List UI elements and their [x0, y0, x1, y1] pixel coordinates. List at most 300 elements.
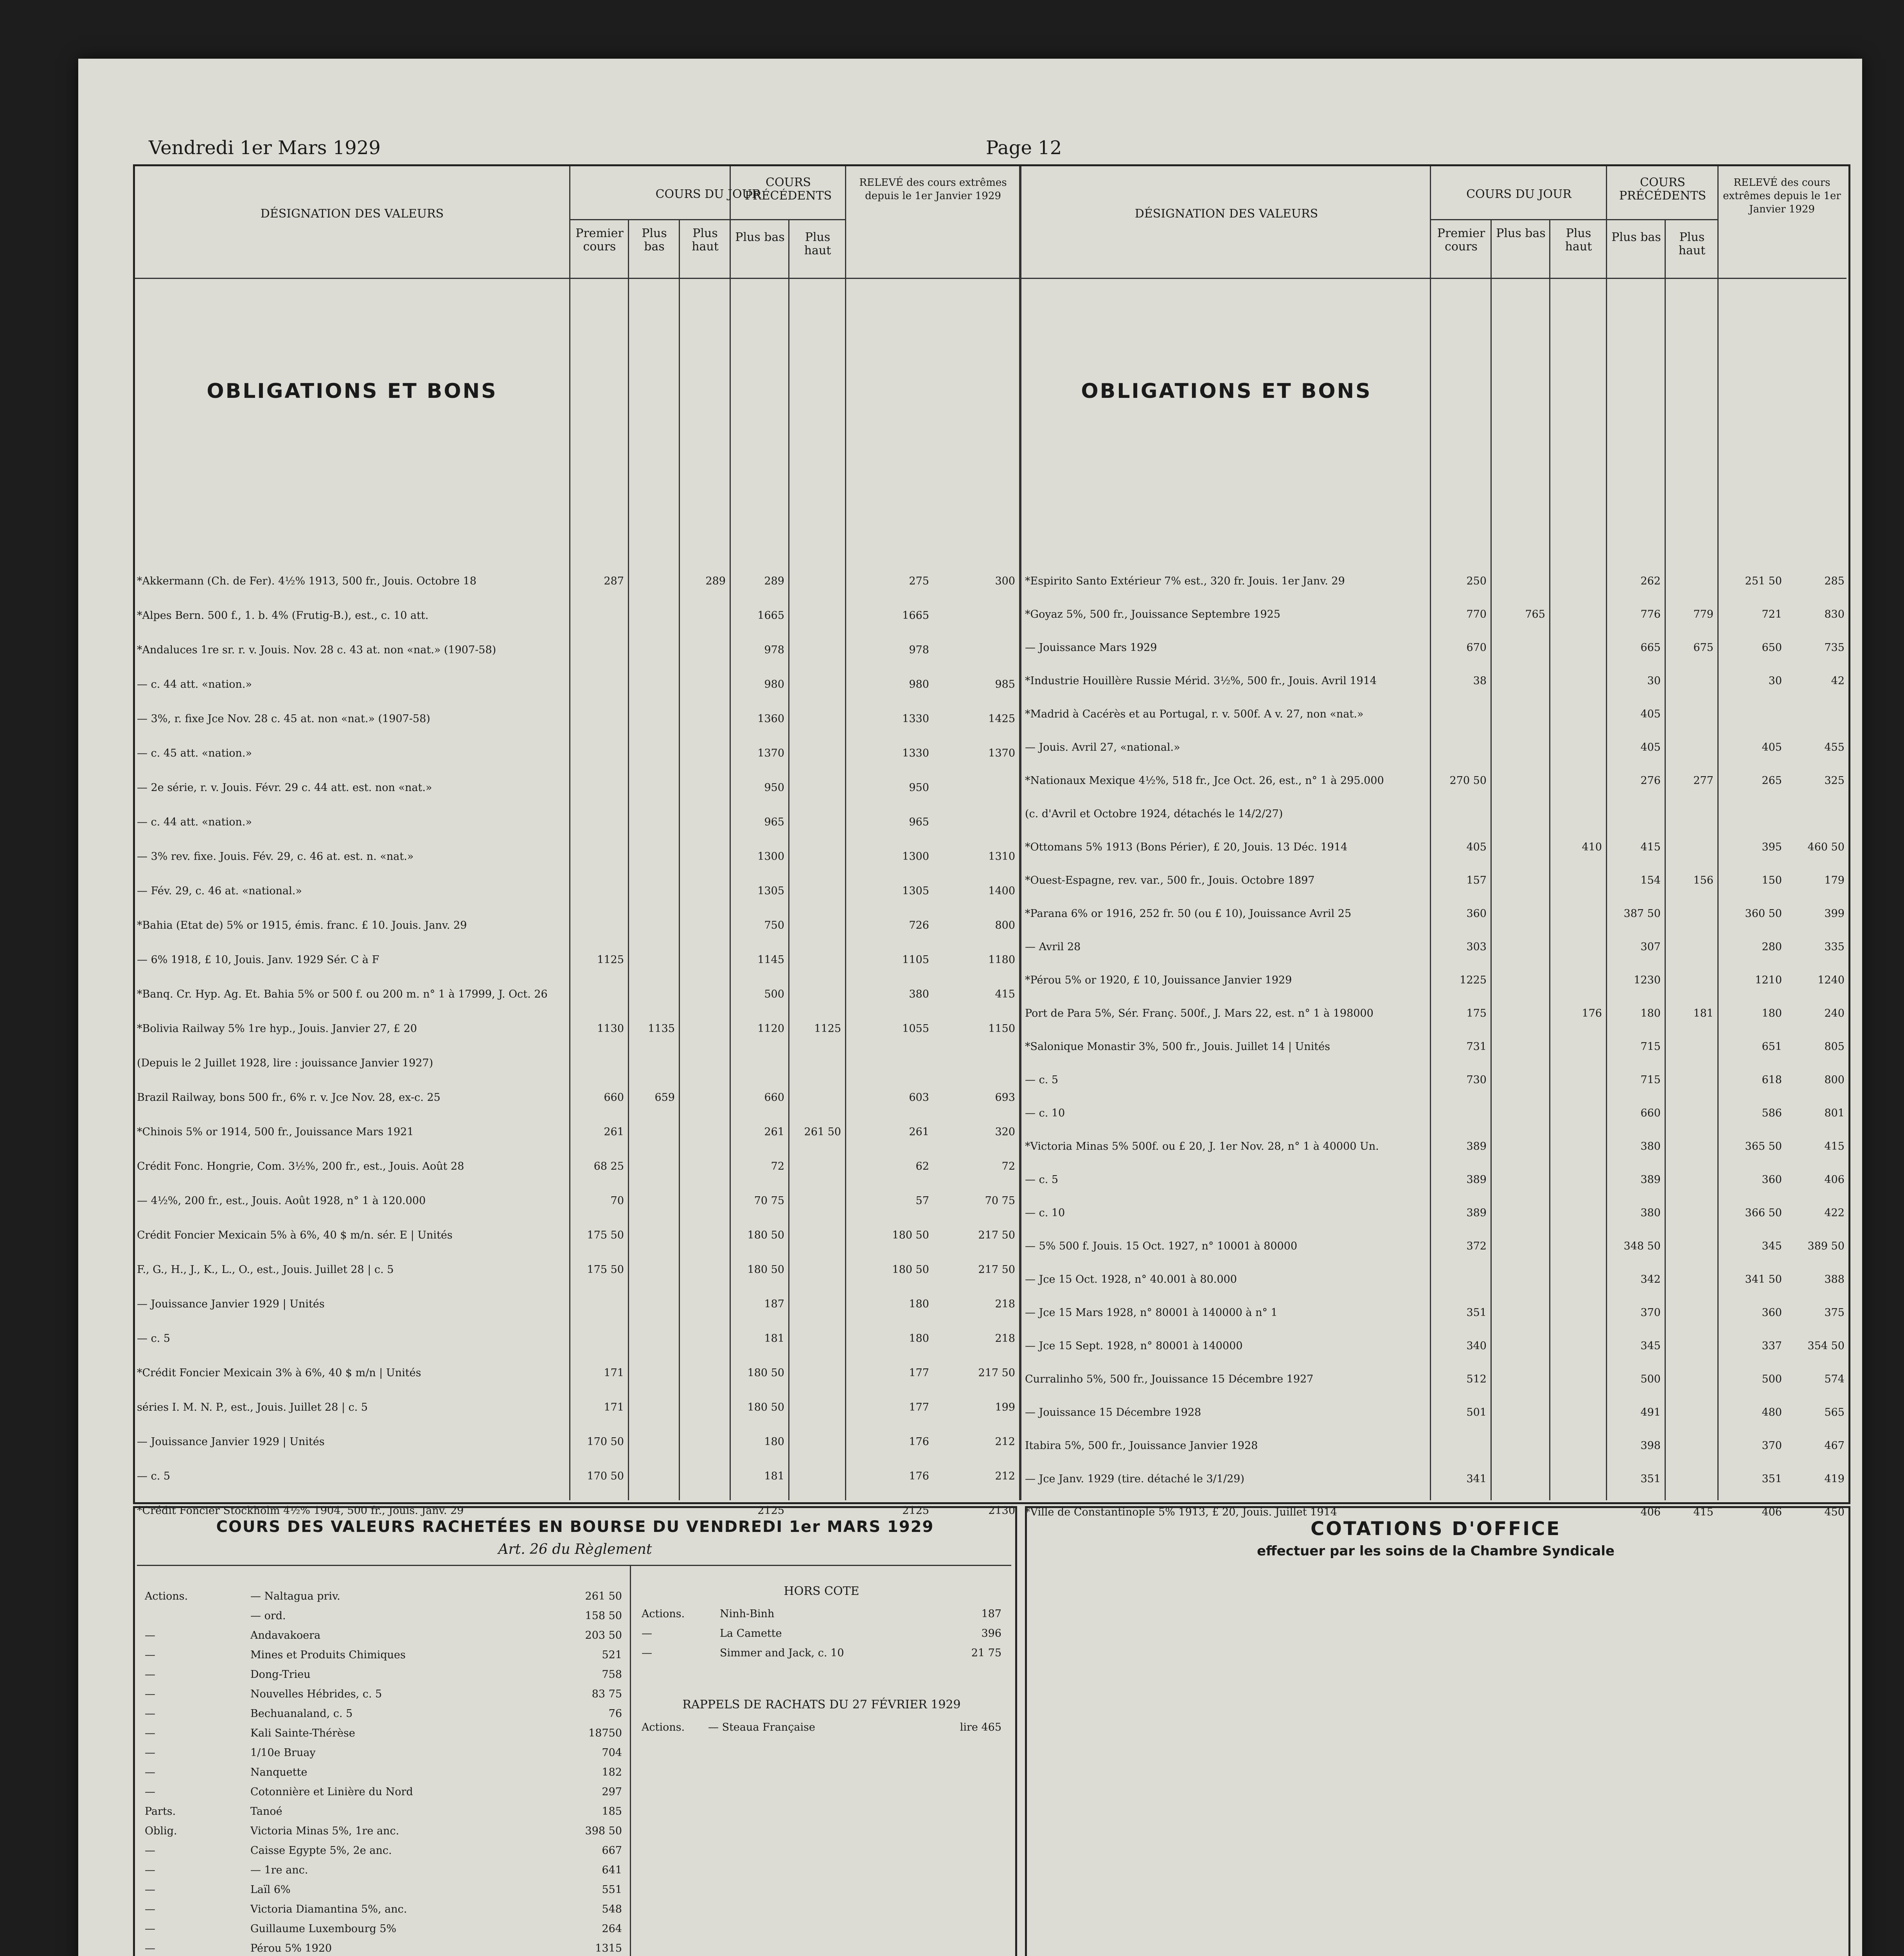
section-title-left: OBLIGATIONS ET BONS — [207, 379, 498, 403]
bond-value: 2125 — [757, 1505, 784, 1517]
bond-value: 415 — [1824, 1140, 1845, 1152]
bond-name: — Jouissance Janvier 1929 | Unités — [137, 1298, 325, 1310]
rachete-name: Guillaume Luxembourg 5% — [250, 1923, 397, 1935]
bond-name: Brazil Railway, bons 500 fr., 6% r. v. Jce Nov. 28, ex-c. 25 — [137, 1091, 440, 1104]
rachete-value: 1315 — [595, 1942, 622, 1954]
col-plus-haut-left: Plus haut — [692, 227, 719, 253]
bond-value: 360 50 — [1745, 908, 1782, 920]
rachete-name: Nouvelles Hébrides, c. 5 — [250, 1688, 382, 1700]
bond-value: 62 — [915, 1160, 929, 1172]
bond-name: *Victoria Minas 5% 500f. ou £ 20, J. 1er Nov. 28, n° 1 à 40000 Un. — [1025, 1140, 1379, 1152]
bond-name: F., G., H., J., K., L., O., est., Jouis. Juillet 28 | c. 5 — [137, 1264, 394, 1276]
col-prec-bas-right: Plus bas — [1611, 230, 1661, 244]
bond-value: 217 50 — [978, 1367, 1015, 1379]
bond-value: 406 — [1824, 1174, 1845, 1186]
bond-value: 370 — [1640, 1307, 1661, 1319]
bond-value: 179 — [1824, 874, 1845, 886]
rachete-name: Mines et Produits Chimiques — [250, 1649, 406, 1661]
bond-name: *Bolivia Railway 5% 1re hyp., Jouis. Janvier 27, £ 20 — [137, 1023, 417, 1035]
bond-value: 250 — [1466, 575, 1487, 587]
rachete-cat: — — [145, 1708, 155, 1720]
bond-value: 1130 — [597, 1023, 624, 1035]
bond-value: 419 — [1824, 1473, 1845, 1485]
bond-value: 341 — [1466, 1473, 1487, 1485]
bond-value: 372 — [1466, 1240, 1487, 1252]
bond-name: — 2e série, r. v. Jouis. Févr. 29 c. 44 att. est. non «nat.» — [137, 782, 432, 794]
bond-value: 1055 — [902, 1023, 929, 1035]
bond-value: 405 — [1466, 841, 1487, 853]
bond-name: *Crédit Foncier Mexicain 3% à 6%, 40 $ m/n | Unités — [137, 1367, 421, 1379]
bond-value: 360 — [1466, 908, 1487, 920]
col-cours-jour-right: COURS DU JOUR — [1466, 187, 1571, 201]
header-page: Page 12 — [986, 137, 1062, 159]
bond-value: 366 50 — [1745, 1207, 1782, 1219]
bond-value: 265 — [1762, 775, 1782, 787]
bond-value: 410 — [1582, 841, 1602, 853]
bond-value: 693 — [995, 1091, 1015, 1104]
bond-value: 389 — [1466, 1140, 1487, 1152]
hors-cote-title: HORS COTE — [784, 1584, 859, 1598]
bond-value: 660 — [764, 1091, 784, 1104]
bond-name: — Fév. 29, c. 46 at. «national.» — [137, 885, 302, 897]
bond-value: 303 — [1466, 941, 1487, 953]
col-cours-prec-left: COURS PRÉCÉDENTS — [744, 176, 832, 203]
bond-value: 1330 — [902, 713, 929, 725]
bond-value: 287 — [604, 575, 624, 587]
bond-value: 218 — [995, 1298, 1015, 1310]
bond-value: 217 50 — [978, 1229, 1015, 1241]
bond-value: 965 — [909, 816, 929, 828]
bond-value: 500 — [1762, 1373, 1782, 1385]
bond-value: 500 — [764, 988, 784, 1000]
rachete-value: 261 50 — [585, 1590, 622, 1602]
hors-cote-name: Simmer and Jack, c. 10 — [720, 1647, 844, 1659]
rachete-cat: — — [145, 1786, 155, 1798]
rachete-value: 203 50 — [585, 1629, 622, 1641]
bond-value: 1330 — [902, 747, 929, 759]
bond-value: 650 — [1762, 642, 1782, 654]
bond-value: 1360 — [757, 713, 784, 725]
bond-value: 980 — [909, 678, 929, 690]
bond-name: *Parana 6% or 1916, 252 fr. 50 (ou £ 10), Jouissance Avril 25 — [1025, 908, 1352, 920]
bond-value: 665 — [1640, 642, 1661, 654]
bond-value: 180 50 — [747, 1264, 784, 1276]
bond-name: — c. 44 att. «nation.» — [137, 678, 252, 690]
bond-value: 1210 — [1755, 974, 1782, 986]
rachete-cat: — — [145, 1668, 155, 1681]
bond-value: 337 — [1762, 1340, 1782, 1352]
bond-value: 375 — [1824, 1307, 1845, 1319]
bond-value: 351 — [1466, 1307, 1487, 1319]
bond-value: 1665 — [902, 609, 929, 622]
rachete-cat: — — [145, 1864, 155, 1876]
rachete-name: — 1re anc. — [250, 1864, 308, 1876]
bond-name: — c. 5 — [1025, 1174, 1059, 1186]
bond-value: 721 — [1762, 608, 1782, 620]
bond-value: 340 — [1466, 1340, 1487, 1352]
bond-value: 675 — [1693, 642, 1713, 654]
rachete-cat: — — [145, 1884, 155, 1896]
bond-value: 715 — [1640, 1074, 1661, 1086]
bond-value: 365 50 — [1745, 1140, 1782, 1152]
bond-value: 1125 — [597, 954, 624, 966]
rachete-value: 521 — [602, 1649, 622, 1661]
bond-value: 965 — [764, 816, 784, 828]
bond-value: 1305 — [757, 885, 784, 897]
bond-value: 1300 — [902, 850, 929, 863]
bond-value: 480 — [1762, 1406, 1782, 1418]
bond-value: 180 50 — [747, 1367, 784, 1379]
header-date: Vendredi 1er Mars 1929 — [149, 137, 381, 159]
bond-value: 176 — [909, 1470, 929, 1482]
bond-value: 175 — [1466, 1007, 1487, 1019]
rachete-value: 758 — [602, 1668, 622, 1681]
bond-value: 177 — [909, 1401, 929, 1413]
rachete-cat: — — [145, 1923, 155, 1935]
bond-value: 1120 — [757, 1023, 784, 1035]
bond-value: 985 — [995, 678, 1015, 690]
bond-value: 406 — [1762, 1506, 1782, 1518]
rachete-value: 182 — [602, 1766, 622, 1778]
rachete-value: 548 — [602, 1903, 622, 1915]
bond-value: 275 — [909, 575, 929, 587]
bond-value: 175 50 — [587, 1229, 624, 1241]
col-releve-right: RELEVÉ des cours extrêmes depuis le 1er Janvier 1929 — [1723, 177, 1841, 215]
bond-name: séries I. M. N. P., est., Jouis. Juillet 28 | c. 5 — [137, 1401, 368, 1413]
bond-value: 1225 — [1460, 974, 1487, 986]
rachete-name: Caisse Egypte 5%, 2e anc. — [250, 1845, 392, 1857]
bond-name: *Pérou 5% or 1920, £ 10, Jouissance Janvier 1929 — [1025, 974, 1292, 986]
bond-value: 341 50 — [1745, 1273, 1782, 1285]
bond-value: 348 50 — [1624, 1240, 1661, 1252]
bond-value: 38 — [1473, 675, 1487, 687]
hors-cote-cat: Actions. — [642, 1608, 685, 1620]
bond-value: 251 50 — [1745, 575, 1782, 587]
col-designation-right: DÉSIGNATION DES VALEURS — [1134, 207, 1318, 221]
bond-value: 1370 — [757, 747, 784, 759]
rachete-name: Cotonnière et Linière du Nord — [250, 1786, 413, 1798]
cotations-subtitle: effectuer par les soins de la Chambre Syndicale — [1257, 1543, 1615, 1559]
bond-value: 565 — [1824, 1406, 1845, 1418]
bond-value: 670 — [1466, 642, 1487, 654]
bond-value: 389 — [1466, 1174, 1487, 1186]
hors-cote-cat: — — [642, 1647, 652, 1659]
bond-value: 1370 — [988, 747, 1015, 759]
bond-value: 1310 — [988, 850, 1015, 863]
bond-value: 501 — [1466, 1406, 1487, 1418]
bond-value: 387 50 — [1624, 908, 1661, 920]
bond-name: — 3% rev. fixe. Jouis. Fév. 29, c. 46 at. est. n. «nat.» — [137, 850, 414, 863]
bond-name: — c. 5 — [137, 1470, 171, 1482]
bond-value: 455 — [1824, 741, 1845, 753]
bond-value: 765 — [1525, 608, 1545, 620]
bond-name: *Banq. Cr. Hyp. Ag. Et. Bahia 5% or 500 f. ou 200 m. n° 1 à 17999, J. Oct. 26 — [137, 988, 548, 1000]
bond-name: *Alpes Bern. 500 f., 1. b. 4% (Frutig-B.), est., c. 10 att. — [137, 609, 429, 622]
bond-value: 1665 — [757, 609, 784, 622]
rappels-rachats-title: RAPPELS DE RACHATS DU 27 FÉVRIER 1929 — [682, 1698, 961, 1712]
bond-value: 180 50 — [892, 1264, 929, 1276]
col-cours-prec-right: COURS PRÉCÉDENTS — [1619, 176, 1706, 203]
bond-value: 181 — [764, 1332, 784, 1345]
bond-value: 261 — [604, 1126, 624, 1138]
bond-value: 307 — [1640, 941, 1661, 953]
bond-name: — Jouissance 15 Décembre 1928 — [1025, 1406, 1201, 1418]
bond-value: 978 — [909, 644, 929, 656]
bond-value: 218 — [995, 1332, 1015, 1345]
rachete-cat: — — [145, 1845, 155, 1857]
bond-name: Itabira 5%, 500 fr., Jouissance Janvier 1928 — [1025, 1440, 1258, 1452]
bond-value: 491 — [1640, 1406, 1661, 1418]
bond-value: 618 — [1762, 1074, 1782, 1086]
bond-name: — Jouissance Mars 1929 — [1025, 642, 1157, 654]
bond-value: 360 — [1762, 1174, 1782, 1186]
rachete-name: Nanquette — [250, 1766, 307, 1778]
bond-name: — c. 44 att. «nation.» — [137, 816, 252, 828]
rachete-cat: — — [145, 1942, 155, 1954]
rachete-cat: Parts. — [145, 1805, 176, 1818]
rachete-cat: Actions. — [145, 1590, 188, 1602]
bond-name: — Jouissance Janvier 1929 | Unités — [137, 1436, 325, 1448]
bond-value: 1125 — [814, 1023, 841, 1035]
bond-value: 1145 — [757, 954, 784, 966]
bond-value: 1300 — [757, 850, 784, 863]
bond-value: 240 — [1824, 1007, 1845, 1019]
bond-value: 467 — [1824, 1440, 1845, 1452]
bond-value: 731 — [1466, 1041, 1487, 1053]
bond-value: 261 50 — [804, 1126, 841, 1138]
bond-value: 176 — [909, 1436, 929, 1448]
bond-value: 180 50 — [747, 1401, 784, 1413]
bond-value: 176 — [1582, 1007, 1602, 1019]
bond-value: 280 — [1762, 941, 1782, 953]
bond-value: 345 — [1640, 1340, 1661, 1352]
bond-value: 212 — [995, 1436, 1015, 1448]
cotations-title: COTATIONS D'OFFICE — [1310, 1518, 1561, 1540]
bond-name: — 6% 1918, £ 10, Jouis. Janv. 1929 Sér. C à F — [137, 954, 379, 966]
bond-value: 380 — [1640, 1140, 1661, 1152]
bond-value: 776 — [1640, 608, 1661, 620]
col-cours-jour-left: COURS DU JOUR — [655, 187, 761, 201]
bond-value: 150 — [1762, 874, 1782, 886]
bond-name: *Akkermann (Ch. de Fer). 4½% 1913, 500 fr., Jouis. Octobre 18 — [137, 575, 476, 587]
rachete-value: 704 — [602, 1747, 622, 1759]
bond-value: 175 50 — [587, 1264, 624, 1276]
section-title-right: OBLIGATIONS ET BONS — [1081, 379, 1372, 403]
bond-value: 70 75 — [985, 1195, 1015, 1207]
rachete-name: Pérou 5% 1920 — [250, 1942, 332, 1954]
rachete-value: 76 — [608, 1708, 622, 1720]
rachete-value: 185 — [602, 1805, 622, 1818]
bond-value: 180 — [909, 1298, 929, 1310]
bond-value: 1400 — [988, 885, 1015, 897]
bond-name: Crédit Fonc. Hongrie, Com. 3½%, 200 fr., est., Jouis. Août 28 — [137, 1160, 464, 1172]
bond-value: 726 — [909, 919, 929, 931]
bond-name: *Ville de Constantinople 5% 1913, £ 20, Jouis. Juillet 1914 — [1025, 1506, 1337, 1518]
bond-value: 415 — [995, 988, 1015, 1000]
bond-name: *Ouest-Espagne, rev. var., 500 fr., Jouis. Octobre 1897 — [1025, 874, 1315, 886]
bond-name: Curralinho 5%, 500 fr., Jouissance 15 Décembre 1927 — [1025, 1373, 1314, 1385]
col-premier-right: Premier cours — [1437, 227, 1485, 253]
bond-value: 980 — [764, 678, 784, 690]
rachete-name: 1/10e Bruay — [250, 1747, 316, 1759]
bond-value: 574 — [1824, 1373, 1845, 1385]
rachete-value: 264 — [602, 1923, 622, 1935]
header-rule — [135, 278, 1846, 279]
bond-value: 351 — [1762, 1473, 1782, 1485]
bond-value: 354 50 — [1807, 1340, 1845, 1352]
rachete-cat: Oblig. — [145, 1825, 177, 1837]
hors-cote-value: 187 — [981, 1608, 1001, 1620]
rachete-value: 398 50 — [585, 1825, 622, 1837]
bond-value: 180 — [909, 1332, 929, 1345]
bond-name: *Bahia (Etat de) 5% or 1915, émis. franc. £ 10. Jouis. Janv. 29 — [137, 919, 467, 931]
rachete-cat: — — [145, 1766, 155, 1778]
rachetees-subtitle: Art. 26 du Règlement — [498, 1541, 652, 1557]
rachete-name: Laïl 6% — [250, 1884, 291, 1896]
bond-value: 157 — [1466, 874, 1487, 886]
center-divider — [1019, 166, 1021, 1500]
bond-value: 1230 — [1634, 974, 1661, 986]
rachete-name: Tanoé — [250, 1805, 282, 1818]
bond-name: — Jce Janv. 1929 (tire. détaché le 3/1/29) — [1025, 1473, 1244, 1485]
bond-value: 779 — [1693, 608, 1713, 620]
rachete-value: 83 75 — [592, 1688, 622, 1700]
bond-name: *Crédit Foncier Stockholm 4½% 1904, 500 fr., Jouis. Janv. 29 — [137, 1505, 464, 1517]
bond-value: 68 25 — [593, 1160, 624, 1172]
rachete-cat: — — [145, 1629, 155, 1641]
bond-value: 380 — [1640, 1207, 1661, 1219]
hors-cote-name: Ninh-Binh — [720, 1608, 775, 1620]
bond-value: 181 — [1693, 1007, 1713, 1019]
bond-value: 415 — [1640, 841, 1661, 853]
bond-value: 57 — [915, 1195, 929, 1207]
bond-name: — c. 5 — [1025, 1074, 1059, 1086]
hors-cote-name: La Camette — [720, 1627, 782, 1640]
rachete-cat: — — [145, 1747, 155, 1759]
bond-value: 715 — [1640, 1041, 1661, 1053]
rachete-name: Victoria Minas 5%, 1re anc. — [250, 1825, 399, 1837]
bond-value: 1180 — [988, 954, 1015, 966]
newspaper-page — [78, 59, 1862, 1956]
bond-name: — 5% 500 f. Jouis. 15 Oct. 1927, n° 10001 à 80000 — [1025, 1240, 1298, 1252]
rachete-name: Andavakoera — [250, 1629, 321, 1641]
rachete-name: Kali Sainte-Thérèse — [250, 1727, 355, 1739]
bond-value: 72 — [771, 1160, 784, 1172]
bond-name: — Jce 15 Oct. 1928, n° 40.001 à 80.000 — [1025, 1273, 1237, 1285]
rachete-cat: — — [145, 1903, 155, 1915]
rachete-cat: — — [145, 1649, 155, 1661]
bond-value: 651 — [1762, 1041, 1782, 1053]
rachete-cat: — — [145, 1727, 155, 1739]
bond-value: 261 — [909, 1126, 929, 1138]
bond-name: *Goyaz 5%, 500 fr., Jouissance Septembre 1925 — [1025, 608, 1280, 620]
bond-value: 325 — [1824, 775, 1845, 787]
bond-value: 405 — [1762, 741, 1782, 753]
rachete-value: 641 — [602, 1864, 622, 1876]
col-releve-left: RELEVÉ des cours extrêmes depuis le 1er Janvier 1929 — [859, 177, 1007, 202]
bond-value: 405 — [1640, 741, 1661, 753]
col-prec-haut-right: Plus haut — [1678, 230, 1706, 257]
bond-value: 370 — [1762, 1440, 1782, 1452]
bond-value: 171 — [604, 1401, 624, 1413]
bond-value: 422 — [1824, 1207, 1845, 1219]
bond-value: 156 — [1693, 874, 1713, 886]
bond-value: 388 — [1824, 1273, 1845, 1285]
bond-name: *Salonique Monastir 3%, 500 fr., Jouis. Juillet 14 | Unités — [1025, 1041, 1330, 1053]
bond-value: 187 — [764, 1298, 784, 1310]
rachetees-title: COURS DES VALEURS RACHETÉES EN BOURSE DU VENDREDI 1er MARS 1929 — [216, 1518, 934, 1536]
bond-name: — 3%, r. fixe Jce Nov. 28 c. 45 at. non «nat.» (1907-58) — [137, 713, 430, 725]
bond-value: 270 50 — [1449, 775, 1487, 787]
col-plus-bas-left: Plus bas — [642, 227, 667, 253]
col-designation-left: DÉSIGNATION DES VALEURS — [260, 207, 444, 221]
bond-value: 460 50 — [1807, 841, 1845, 853]
rachete-name: — Naltagua priv. — [250, 1590, 340, 1602]
bond-value: 199 — [995, 1401, 1015, 1413]
col-prec-bas-left: Plus bas — [735, 230, 785, 244]
bond-name: *Chinois 5% or 1914, 500 fr., Jouissance Mars 1921 — [137, 1126, 414, 1138]
bond-name: Port de Para 5%, Sér. Franç. 500f., J. Mars 22, est. n° 1 à 198000 — [1025, 1007, 1374, 1019]
bond-name: *Industrie Houillère Russie Mérid. 3½%, 500 fr., Jouis. Avril 1914 — [1025, 675, 1377, 687]
bond-value: 342 — [1640, 1273, 1661, 1285]
bond-name: *Espirito Santo Extérieur 7% est., 320 fr. Jouis. 1er Janv. 29 — [1025, 575, 1345, 587]
rappel-rachat-value: lire 465 — [960, 1721, 1001, 1733]
rachete-name: Dong-Trieu — [250, 1668, 311, 1681]
bond-name: (Depuis le 2 Juillet 1928, lire : jouissance Janvier 1927) — [137, 1057, 433, 1069]
bond-value: 395 — [1762, 841, 1782, 853]
bond-value: 978 — [764, 644, 784, 656]
bond-value: 177 — [909, 1367, 929, 1379]
bond-value: 389 50 — [1807, 1240, 1845, 1252]
bond-value: 180 50 — [747, 1229, 784, 1241]
bond-value: 2130 — [988, 1505, 1015, 1517]
bond-value: 212 — [995, 1470, 1015, 1482]
rachete-value: 18750 — [588, 1727, 622, 1739]
rachete-name: Bechuanaland, c. 5 — [250, 1708, 353, 1720]
bond-value: 170 50 — [587, 1470, 624, 1482]
bond-value: 70 — [610, 1195, 624, 1207]
bond-value: 389 — [1640, 1174, 1661, 1186]
bond-name: *Nationaux Mexique 4½%, 518 fr., Jce Oct. 26, est., n° 1 à 295.000 — [1025, 775, 1384, 787]
bond-name: — c. 10 — [1025, 1207, 1065, 1219]
bond-value: 217 50 — [978, 1264, 1015, 1276]
bond-name: — Avril 28 — [1025, 941, 1081, 953]
rachete-name: Victoria Diamantina 5%, anc. — [250, 1903, 407, 1915]
bond-value: 1240 — [1818, 974, 1845, 986]
bond-name: — Jce 15 Sept. 1928, n° 80001 à 140000 — [1025, 1340, 1243, 1352]
bond-value: 30 — [1647, 675, 1661, 687]
bond-value: 399 — [1824, 908, 1845, 920]
bond-value: 603 — [909, 1091, 929, 1104]
bond-value: 345 — [1762, 1240, 1782, 1252]
bond-value: 42 — [1831, 675, 1845, 687]
bond-value: 750 — [764, 919, 784, 931]
bond-value: 180 — [1762, 1007, 1782, 1019]
bond-value: 2125 — [902, 1505, 929, 1517]
bond-value: 389 — [1466, 1207, 1487, 1219]
bond-value: 950 — [909, 782, 929, 794]
bond-name: — c. 10 — [1025, 1107, 1065, 1119]
bond-value: 180 — [764, 1436, 784, 1448]
bond-value: 512 — [1466, 1373, 1487, 1385]
bond-value: 1150 — [988, 1023, 1015, 1035]
bond-value: 170 50 — [587, 1436, 624, 1448]
bond-value: 276 — [1640, 775, 1661, 787]
bond-value: 261 — [764, 1126, 784, 1138]
hors-cote-cat: — — [642, 1627, 652, 1640]
bond-name: (c. d'Avril et Octobre 1924, détachés le 14/2/27) — [1025, 808, 1283, 820]
bond-name: Crédit Foncier Mexicain 5% à 6%, 40 $ m/n. sér. E | Unités — [137, 1229, 453, 1241]
